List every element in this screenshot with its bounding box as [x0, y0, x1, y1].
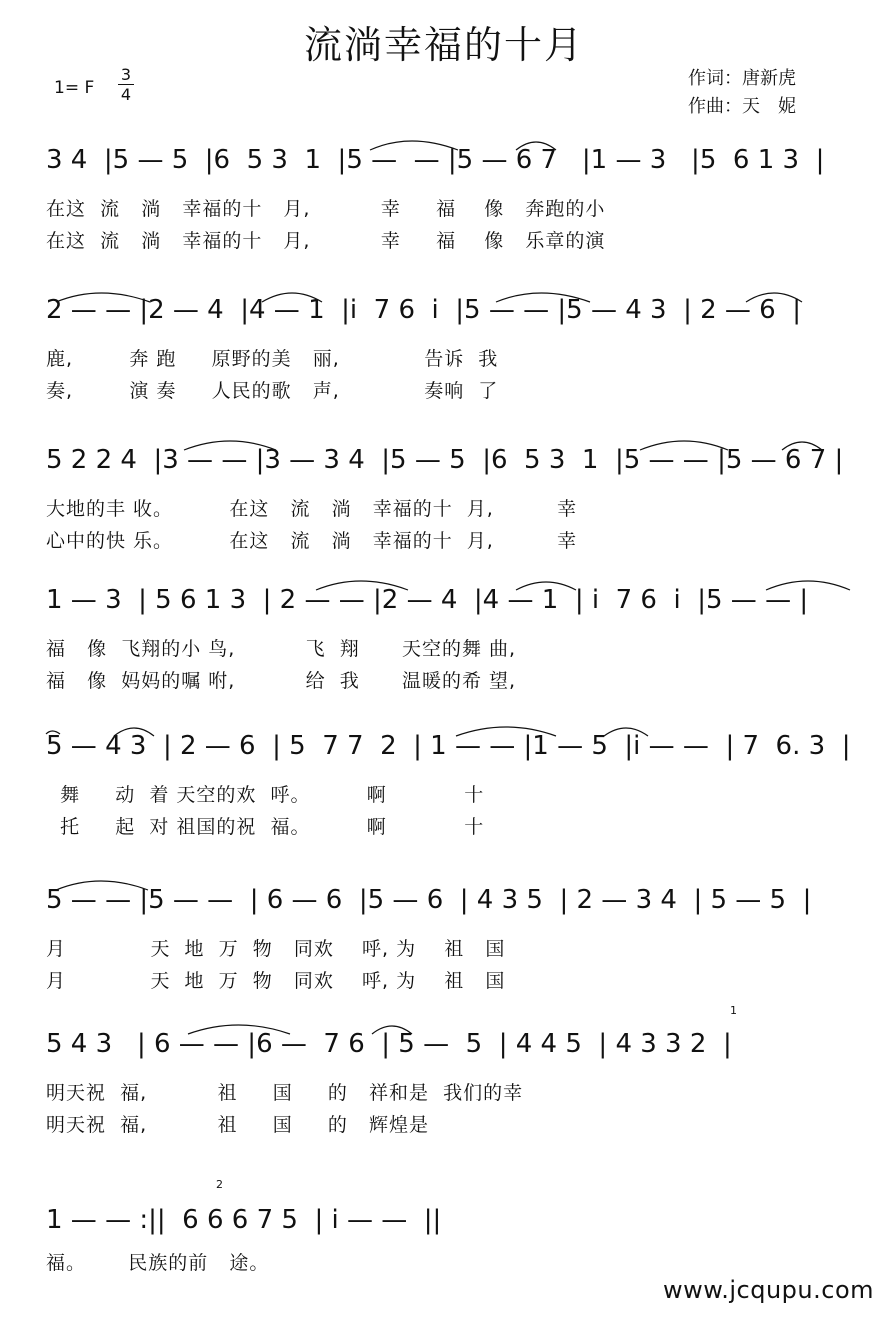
- lyric-verse-2: 奏, 演 奏 人民的歌 声, 奏响 了: [46, 380, 499, 402]
- composer-credit: [688, 92, 822, 118]
- notes-line: 1 — — :|| 6 6 6 7 5 | i — — ||: [46, 1205, 442, 1235]
- score-system-7: [0, 1004, 888, 1164]
- score-system-1: [0, 140, 888, 280]
- lyric-verse-2: 明天祝 福, 祖 国 的 辉煌是: [46, 1114, 430, 1136]
- score-system-4: [0, 580, 888, 720]
- song-title: 流淌幸福的十月: [303, 23, 584, 67]
- key-signature: 1= F: [54, 78, 95, 98]
- score-system-3: [0, 440, 888, 580]
- lyric-verse-1: 福 像 飞翔的小 鸟, 飞 翔 天空的舞 曲,: [46, 638, 517, 660]
- score-system-6: [0, 880, 888, 1020]
- score-system-5: [0, 726, 888, 866]
- notes-line: 3 4 |5 — 5 |6 5 3 1 |5 — — |5 — 6 7 |1 — 3 |5 6 1 3 |: [46, 145, 825, 175]
- notes-line: 2 — — |2 — 4 |4 — 1 |i 7 6 i |5 — — |5 — 4 3 | 2 — 6 |: [46, 295, 802, 325]
- lyric-verse-1: 舞 动 着 天空的欢 呼。 啊 十: [46, 784, 485, 806]
- composer-name: 天 妮: [742, 96, 796, 117]
- lyric-verse-1: 明天祝 福, 祖 国 的 祥和是 我们的幸: [46, 1082, 524, 1104]
- score-system-8: [0, 1178, 888, 1340]
- lyric-verse-2: 心中的快 乐。 在这 流 淌 幸福的十 月, 幸: [46, 530, 578, 552]
- time-denominator: 4: [120, 85, 132, 104]
- lyric-verse-2: 在这 流 淌 幸福的十 月, 幸 福 像 乐章的演: [46, 230, 606, 252]
- lyricist-label: 作词：: [688, 68, 742, 89]
- notes-line: 1 — 3 | 5 6 1 3 | 2 — — |2 — 4 |4 — 1 | i 7 6 i |5 — — |: [46, 585, 809, 615]
- lyric-verse-2: 托 起 对 祖国的祝 福。 啊 十: [46, 816, 485, 838]
- notes-line: 5 2 2 4 |3 — — |3 — 3 4 |5 — 5 |6 5 3 1 |5 — — |5 — 6 7 |: [46, 445, 844, 475]
- lyric-verse-1: 鹿, 奔 跑 原野的美 丽, 告诉 我: [46, 348, 499, 370]
- volta-2-label: 2: [216, 1178, 223, 1191]
- volta-1-label: 1: [730, 1004, 737, 1017]
- time-numerator: 3: [120, 65, 132, 84]
- lyric-verse-1: 大地的丰 收。 在这 流 淌 幸福的十 月, 幸: [46, 498, 578, 520]
- lyric-verse-2: 福 像 妈妈的嘱 咐, 给 我 温暖的希 望,: [46, 670, 517, 692]
- lyricist-name: 唐新虎: [742, 68, 796, 89]
- notes-line: 5 4 3 | 6 — — |6 — 7 6 | 5 — 5 | 4 4 5 | 4 3 3 2 |: [46, 1029, 732, 1059]
- lyric-verse-1: 福。 民族的前 途。: [46, 1252, 270, 1274]
- notes-line: 5 — 4 3 | 2 — 6 | 5 7 7 2 | 1 — — |1 — 5 |i — — | 7 6. 3 |: [46, 731, 851, 761]
- notes-line: 5 — — |5 — — | 6 — 6 |5 — 6 | 4 3 5 | 2 — 3 4 | 5 — 5 |: [46, 885, 812, 915]
- composer-label: 作曲：: [688, 96, 742, 117]
- lyric-verse-1: 在这 流 淌 幸福的十 月, 幸 福 像 奔跑的小: [46, 198, 606, 220]
- score-system-2: [0, 290, 888, 430]
- watermark: www.jcqupu.com: [663, 1276, 874, 1304]
- lyric-verse-1: 月 天 地 万 物 同欢 呼, 为 祖 国: [46, 938, 506, 960]
- time-signature: [118, 66, 134, 103]
- lyricist-credit: [688, 64, 822, 90]
- lyric-verse-2: 月 天 地 万 物 同欢 呼, 为 祖 国: [46, 970, 506, 992]
